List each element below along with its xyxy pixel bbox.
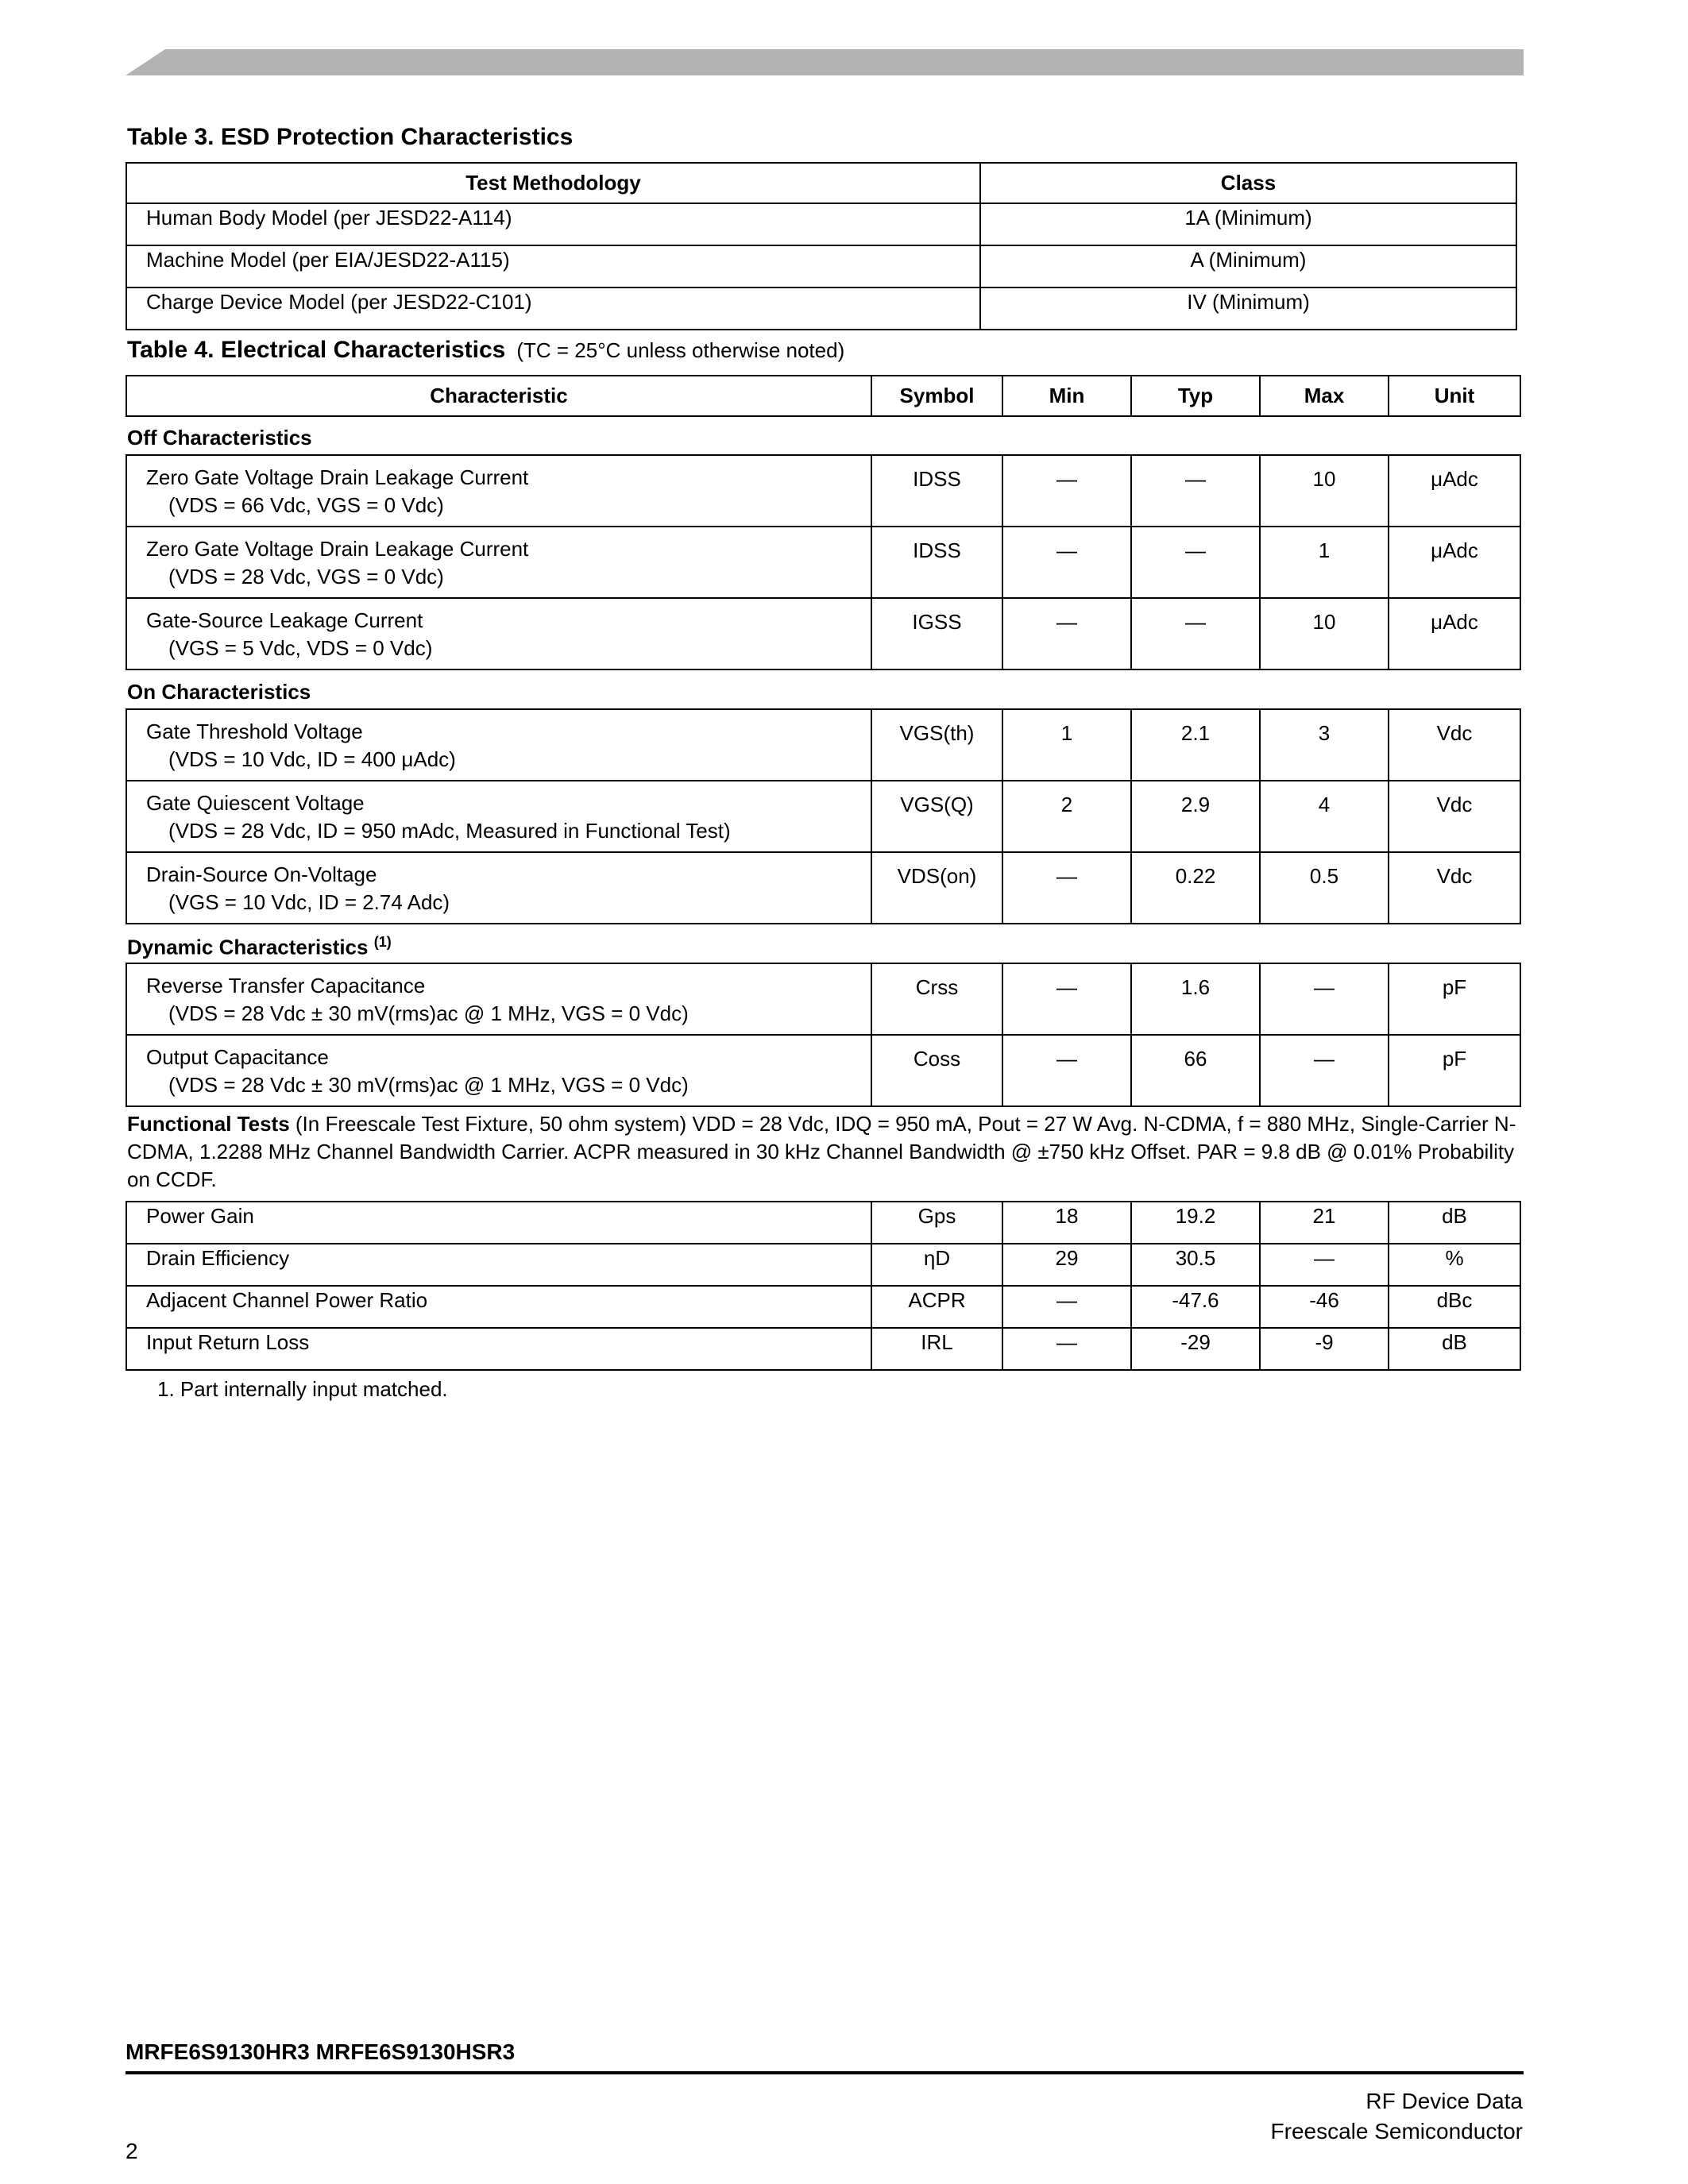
max-cell: 3 [1260,709,1389,781]
min-cell: — [1002,598,1131,669]
unit-cell: pF [1389,1035,1520,1106]
min-cell: — [1002,963,1131,1035]
unit-cell: dB [1389,1328,1520,1370]
characteristic-cell [126,527,871,598]
esd-class: A (Minimum) [980,245,1516,287]
characteristic-name: Output Capacitance [146,1045,329,1069]
footer-page-number: 2 [126,2139,138,2163]
min-cell: — [1002,1035,1131,1106]
typ-cell: 30.5 [1131,1244,1260,1286]
table-row [126,1328,1520,1370]
max-cell: -46 [1260,1286,1389,1328]
table4-condition: (TC = 25°C unless otherwise noted) [516,338,845,362]
table3-title: Table 3. ESD Protection Characteristics [127,124,574,150]
characteristic-cell [126,709,871,781]
section-on: On Characteristics [127,680,311,704]
min-cell: — [1002,527,1131,598]
table-row [126,287,1516,330]
characteristic-condition: (VDS = 10 Vdc, ID = 400 μAdc) [168,747,456,771]
col-header-characteristic: Characteristic [126,376,871,416]
symbol-cell: IGSS [871,598,1002,669]
min-cell: — [1002,852,1131,924]
footnote: 1. Part internally input matched. [157,1377,448,1401]
section-off: Off Characteristics [127,426,312,450]
characteristic-name: Gate Threshold Voltage [146,720,363,743]
table-row [126,1202,1520,1244]
unit-cell: % [1389,1244,1520,1286]
min-cell: — [1002,1328,1131,1370]
characteristic-name: Gate Quiescent Voltage [146,791,365,815]
characteristic-condition: (VDS = 28 Vdc ± 30 mV(rms)ac @ 1 MHz, VGS = 0 Vdc) [168,1001,689,1025]
table-row [126,1286,1520,1328]
col-header-test-methodology: Test Methodology [126,163,980,203]
max-cell: 4 [1260,781,1389,852]
characteristic-name: Drain-Source On-Voltage [146,862,377,886]
typ-cell: — [1131,527,1260,598]
footnote-ref: (1) [373,934,392,950]
functional-table [126,1201,1521,1371]
table-row [126,527,1520,598]
esd-class: IV (Minimum) [980,287,1516,330]
symbol-cell: VGS(th) [871,709,1002,781]
unit-cell: μAdc [1389,598,1520,669]
unit-cell: dBc [1389,1286,1520,1328]
symbol-cell: VGS(Q) [871,781,1002,852]
table-row [126,852,1520,924]
characteristic-condition: (VDS = 66 Vdc, VGS = 0 Vdc) [168,493,444,517]
max-cell: -9 [1260,1328,1389,1370]
elec-header-table [126,375,1521,417]
min-cell: — [1002,1286,1131,1328]
typ-cell: 2.9 [1131,781,1260,852]
unit-cell: pF [1389,963,1520,1035]
table4-title-text: Table 4. Electrical Characteristics [127,337,506,363]
table-row [126,1244,1520,1286]
typ-cell: 2.1 [1131,709,1260,781]
symbol-cell: Coss [871,1035,1002,1106]
max-cell: — [1260,963,1389,1035]
symbol-cell: IDSS [871,527,1002,598]
max-cell: — [1260,1244,1389,1286]
min-cell: 2 [1002,781,1131,852]
col-header-class: Class [980,163,1516,203]
symbol-cell: Gps [871,1202,1002,1244]
table-row [126,781,1520,852]
unit-cell: μAdc [1389,455,1520,527]
characteristic-name: Drain Efficiency [126,1244,871,1286]
min-cell: 1 [1002,709,1131,781]
col-header-typ: Typ [1131,376,1260,416]
typ-cell: 0.22 [1131,852,1260,924]
max-cell: 10 [1260,598,1389,669]
table-row [126,1035,1520,1106]
characteristic-condition: (VGS = 10 Vdc, ID = 2.74 Adc) [168,890,450,914]
characteristic-name: Adjacent Channel Power Ratio [126,1286,871,1328]
characteristic-name: Input Return Loss [126,1328,871,1370]
unit-cell: μAdc [1389,527,1520,598]
typ-cell: — [1131,455,1260,527]
esd-method: Charge Device Model (per JESD22-C101) [126,287,980,330]
table-row [126,203,1516,245]
unit-cell: Vdc [1389,781,1520,852]
characteristic-cell [126,598,871,669]
on-table [126,708,1521,924]
symbol-cell: IDSS [871,455,1002,527]
characteristic-name: Zero Gate Voltage Drain Leakage Current [146,537,529,561]
unit-cell: Vdc [1389,709,1520,781]
table-row [126,455,1520,527]
max-cell: 21 [1260,1202,1389,1244]
characteristic-condition: (VDS = 28 Vdc, VGS = 0 Vdc) [168,565,444,588]
functional-tests-paragraph [127,1110,1525,1194]
characteristic-name: Zero Gate Voltage Drain Leakage Current [146,465,529,489]
col-header-min: Min [1002,376,1131,416]
section-dynamic [127,934,392,960]
characteristic-cell [126,963,871,1035]
unit-cell: Vdc [1389,852,1520,924]
esd-method: Human Body Model (per JESD22-A114) [126,203,980,245]
characteristic-condition: (VDS = 28 Vdc, ID = 950 mAdc, Measured in Functional Test) [168,819,731,843]
col-header-unit: Unit [1389,376,1520,416]
table-row [126,598,1520,669]
header-bar [126,49,1524,75]
characteristic-cell [126,852,871,924]
table-row [126,963,1520,1035]
characteristic-name: Reverse Transfer Capacitance [146,974,426,997]
min-cell: 29 [1002,1244,1131,1286]
footer-company: Freescale Semiconductor [1270,2119,1523,2143]
characteristic-name: Gate-Source Leakage Current [146,608,423,632]
table-row [126,245,1516,287]
unit-cell: dB [1389,1202,1520,1244]
max-cell: — [1260,1035,1389,1106]
esd-class: 1A (Minimum) [980,203,1516,245]
characteristic-condition: (VGS = 5 Vdc, VDS = 0 Vdc) [168,636,433,660]
functional-tests-text: (In Freescale Test Fixture, 50 ohm system) VDD = 28 Vdc, IDQ = 950 mA, Pout = 27 W Avg. N-CDMA, f = 880 MHz, Single-Carrier N-CDMA, 1.2288 MHz Channel Bandwidth Carrier. ACPR measured in 30 kHz Channel Bandwidth @ ±750 kHz Offset. PAR = 9.8 dB @ 0.01% Probability on CCDF. [127,1112,1516,1191]
esd-method: Machine Model (per EIA/JESD22-A115) [126,245,980,287]
max-cell: 1 [1260,527,1389,598]
characteristic-cell [126,781,871,852]
max-cell: 10 [1260,455,1389,527]
characteristic-condition: (VDS = 28 Vdc ± 30 mV(rms)ac @ 1 MHz, VGS = 0 Vdc) [168,1073,689,1097]
section-dynamic-heading: Dynamic Characteristics [127,935,369,959]
footer-part-numbers: MRFE6S9130HR3 MRFE6S9130HSR3 [126,2039,516,2064]
typ-cell: -47.6 [1131,1286,1260,1328]
symbol-cell: ACPR [871,1286,1002,1328]
characteristic-name: Power Gain [126,1202,871,1244]
typ-cell: — [1131,598,1260,669]
symbol-cell: Crss [871,963,1002,1035]
characteristic-cell [126,1035,871,1106]
typ-cell: -29 [1131,1328,1260,1370]
table4-title [127,337,844,364]
footer-doc-type: RF Device Data [1365,2089,1523,2113]
min-cell: 18 [1002,1202,1131,1244]
typ-cell: 19.2 [1131,1202,1260,1244]
esd-table [126,162,1517,330]
col-header-symbol: Symbol [871,376,1002,416]
off-table [126,454,1521,670]
table-row [126,709,1520,781]
dynamic-table [126,963,1521,1107]
max-cell: 0.5 [1260,852,1389,924]
characteristic-cell [126,455,871,527]
min-cell: — [1002,455,1131,527]
footer-rule [126,2071,1524,2074]
functional-tests-heading: Functional Tests [127,1112,290,1136]
symbol-cell: IRL [871,1328,1002,1370]
symbol-cell: ηD [871,1244,1002,1286]
typ-cell: 66 [1131,1035,1260,1106]
col-header-max: Max [1260,376,1389,416]
symbol-cell: VDS(on) [871,852,1002,924]
typ-cell: 1.6 [1131,963,1260,1035]
